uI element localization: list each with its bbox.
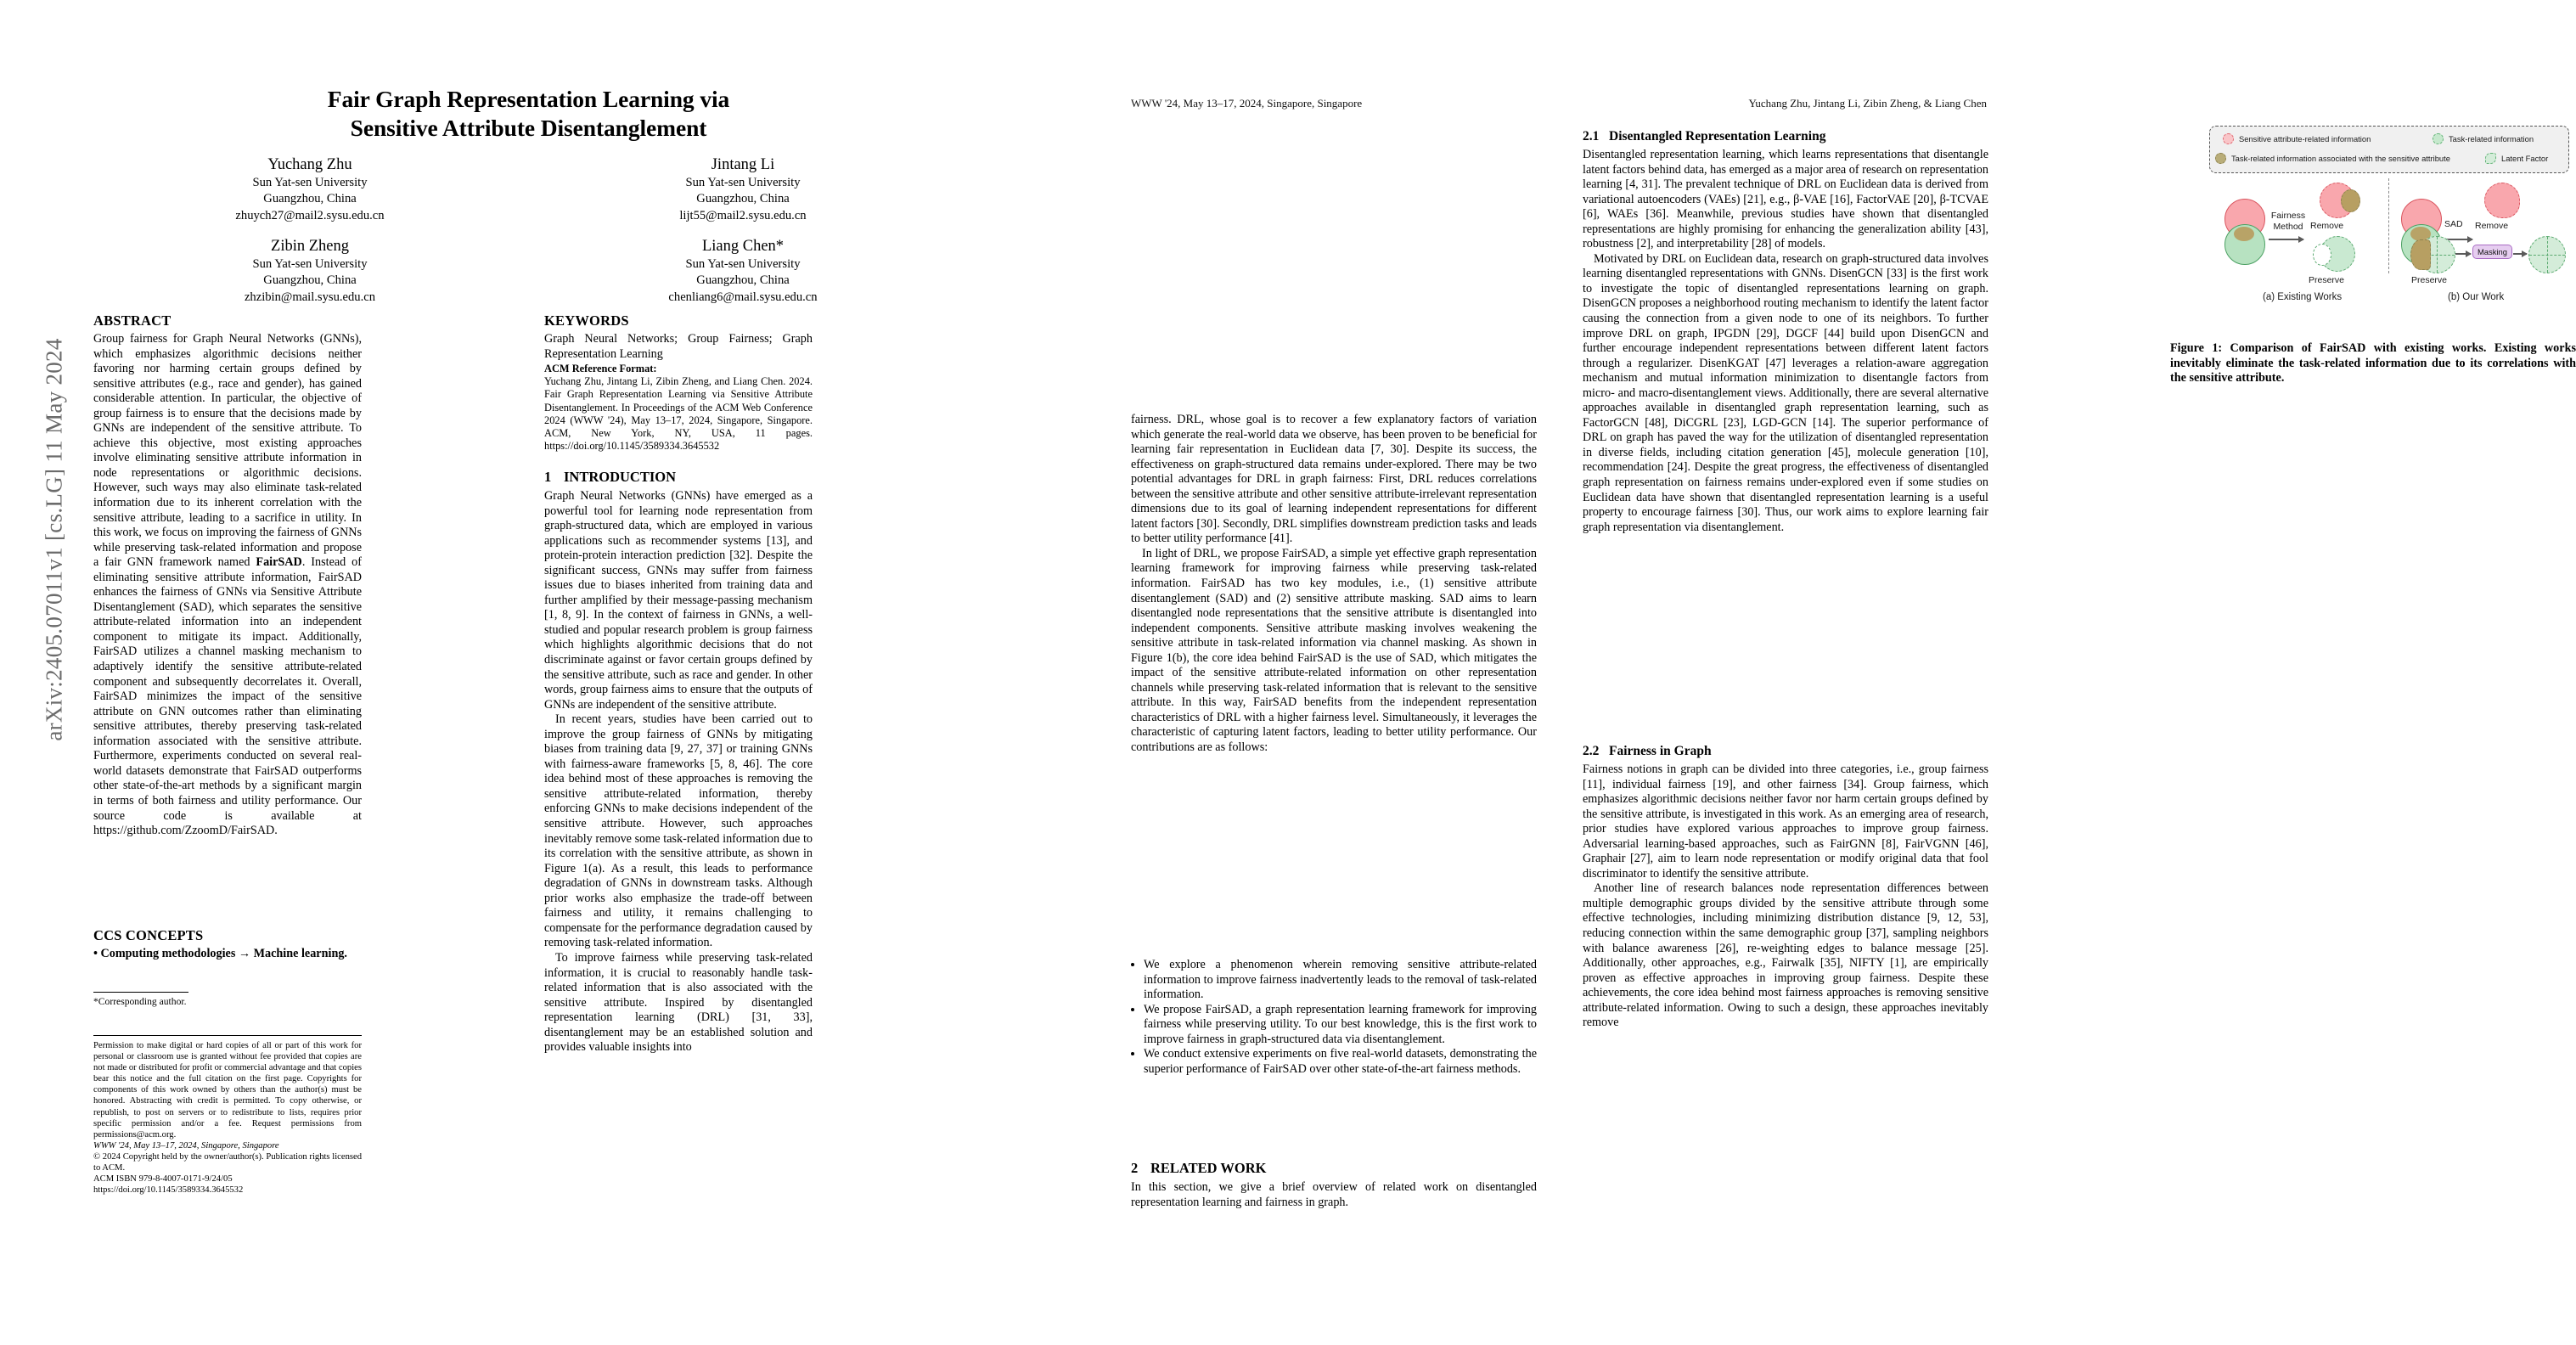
removed-sensitive-blob-b — [2484, 183, 2520, 218]
related-work-heading — [1131, 1160, 1537, 1177]
legend-label: Latent Factor — [2501, 154, 2549, 163]
figure-subcaption-b: (b) Our Work — [2448, 292, 2505, 302]
contributions-list — [1131, 958, 1537, 1077]
fairness-paragraph-2: Another line of research balances node representation differences between multiple demographic groups divided by the sensitive attribute through some effective technologies, including minimizing distribution distance [9, 12, 53], reducing connection within the same demographic group [37], sampling neighbors with balance awareness [26], re-weighting edges to balance message [25]. Additionally, other approaches, e.g., Fairwalk [35], NIFTY [1], are empirically proven as effective approaches in improving group fairness. Despite these achievements, the core idea behind most fairness approaches is removing sensitive attribute-related information. Owing to such a design, these approaches inevitably remove — [1583, 881, 1988, 1030]
intro-paragraph-2: In recent years, studies have been carried out to improve the group fairness of GNNs by mitigating biases from training data [9, 27, 37] or training GNNs with fairness-aware frameworks [5, 8, 46]. The core idea behind most of these approaches is removing the sensitive attribute-related information, thereby enforcing GNNs to make decisions independent of the sensitive attribute. However, such approaches inevitably remove some task-related information due to its correlation with the sensitive attribute, as shown in Figure 1(a). As a result, this leads to performance degradation of GNNs in downstream tasks. Although prior works also emphasize the trade-off between fairness and utility, it remains challenging to compensate for the performance degradation caused by removing task-related information. — [544, 712, 813, 950]
drl-paragraph-1: Disentangled representation learning, which learns representations that disentangle latent factors behind data, has emerged as a major area of research on representation learning [4, 31]. The prevalent technique of DRL on Euclidean data is derived from variational autoencoders (VAEs) [21], e.g., β-VAE [16], FactorVAE [20], β-TCVAE [6], WAEs [36]. Meanwhile, previous studies have shown that disentangled representations are highly promising for enhancing the generalization ability [43], robustness [2], and interpretability [28] of models. — [1583, 148, 1988, 251]
drl-paragraph-2: Motivated by DRL on Euclidean data, research on graph-structured data involves learning disentangled representations with GNNs. DisenGCN [33] is the first work to investigate the topic of disentangled representations learning on graph. DisenGCN proposes a neighborhood routing mechanism to identify the latent factor causing the connection from a given node to one of its neighbors. To further improve DRL on graph, IPGDN [29], DGCF [44] build upon DisenGCN and further encourage independent representations between different latent factors through a regularizer. DisenKGAT [47] leverages a relation-aware aggregation mechanism and mutual information minimization to disentangle factors from micro- and macro-disentanglement views. Additionally, there are several alternative approaches available in disentangled graph representation learning, such as FactorGCN [48], DiCGRL [23], LGD-GCN [14]. The superior performance of DRL on graph has paved the way for the utilization of disentangled representation in diverse fields, including citation generation [45], molecule generation [10], recommendation [24]. Despite the great progress, the effectiveness of disentangled graph representation on fairness remains under-explored even if some studies on Euclidean data have shown that disentangled representation learning is a useful property to encourage fairness [30]. Thus, our work aims to explore learning fair graph representation via disentanglement. — [1583, 251, 1988, 534]
author-email: chenliang6@mail.sysu.edu.cn — [668, 290, 818, 304]
list-item: • We conduct extensive experiments on five real-world datasets, demonstrating the superior performance of FairSAD over other state-of-the-art fairness methods. — [1144, 1047, 1537, 1077]
authors-row-1 — [93, 155, 959, 224]
arrow-from-masking — [2513, 253, 2527, 255]
author-city: Guangzhou, China — [696, 273, 790, 288]
list-item: • We explore a phenomenon wherein removing sensitive attribute-related information to improve fairness inadvertently leads to the removal of task-related information. — [1144, 958, 1537, 1003]
title-block — [102, 85, 955, 143]
task-related-dot-icon — [2433, 133, 2444, 144]
legend-label: Task-related information — [2449, 134, 2534, 144]
ccs-section — [93, 927, 362, 962]
footnote-block — [93, 992, 362, 1009]
running-head-right: Yuchang Zhu, Jintang Li, Zibin Zheng, & Liang Chen — [1748, 97, 1987, 110]
acm-reference-heading: ACM Reference Format: — [544, 363, 657, 374]
author-affiliation: Sun Yat-sen University — [252, 176, 368, 189]
author-block — [93, 236, 526, 306]
author-affiliation: Sun Yat-sen University — [685, 257, 801, 271]
legend-item-overlap — [2215, 153, 2450, 164]
introduction-heading-number: 1 — [544, 469, 552, 485]
subsection-2-2-number: 2.2 — [1583, 744, 1600, 758]
abstract-text — [93, 332, 362, 839]
keywords-heading: KEYWORDS — [544, 312, 629, 329]
sad-label: SAD — [2444, 219, 2463, 229]
fairness-method-label: Fairness Method — [2270, 211, 2306, 232]
copyright-conference: WWW '24, May 13–17, 2024, Singapore, Singapore — [93, 1140, 279, 1151]
page-left — [0, 0, 1039, 1345]
masking-box: Masking — [2472, 245, 2512, 259]
subsection-2-2-text: Fairness in Graph — [1609, 744, 1712, 758]
author-email: zhzibin@mail.sysu.edu.cn — [244, 290, 376, 304]
related-work-intro — [1131, 1180, 1537, 1210]
author-name: Yuchang Zhu — [267, 156, 352, 173]
preserved-task-blob-a — [2320, 236, 2355, 272]
legend-item-sensitive — [2223, 133, 2371, 144]
author-email: lijt55@mail2.sysu.edu.cn — [679, 208, 807, 222]
task-blob-notch-a — [2313, 244, 2331, 266]
task-sensitive-overlap-dot-icon — [2215, 153, 2226, 164]
copyright-rule — [93, 1035, 362, 1036]
legend-item-task — [2433, 133, 2534, 144]
fairness-paragraph-1: Fairness notions in graph can be divided into three categories, i.e., group fairness [11], individual fairness [19], and other fairness [34]. Group fairness, which emphasizes algorithmic decisions neither favor nor harm certain groups defined by the sensitive attribute, is investigated in this work. As an emerging area of research, prior studies have explored various approaches to improve group fairness. Adversarial learning-based approaches, such as FairGNN [8], FairVGNN [46], Graphair [27], aim to learn node representation or modify original data that fool discriminator to identify the sensitive attribute. — [1583, 763, 1988, 881]
footnote-rule — [93, 992, 188, 993]
remove-label-a: Remove — [2310, 221, 2344, 231]
authors-row-2 — [93, 236, 959, 306]
author-name: Liang Chen* — [701, 238, 785, 255]
subsection-2-2-body — [1583, 763, 1988, 1031]
latent-factor-dot-icon — [2485, 153, 2496, 164]
related-work-section — [1131, 1160, 1537, 1210]
introduction-text — [544, 489, 813, 1055]
author-block — [93, 155, 526, 224]
copyright-permission: Permission to make digital or hard copies of all or part of this work for personal or classroom use is granted without fee provided that copies are not made or distributed for profit or commercial advantage and that copies bear this notice and the full citation on the first page. Copyrights for components of this work owned by others than the author(s) must be honored. Abstracting with credit is permitted. To copy otherwise, or republish, to post on servers or to redistribute to lists, requires prior specific permission and/or a fee. Request permissions from permissions@acm.org. — [93, 1041, 362, 1140]
author-block — [526, 236, 959, 306]
copyright-isbn: ACM ISBN 979-8-4007-0171-9/24/05 — [93, 1174, 233, 1185]
preserve-label-b: Preserve — [2411, 275, 2448, 285]
author-name: Jintang Li — [711, 156, 775, 173]
sensitive-attribute-dot-icon — [2223, 133, 2234, 144]
copyright-holder: © 2024 Copyright held by the owner/author(s). Publication rights licensed to ACM. — [93, 1151, 362, 1173]
author-affiliation: Sun Yat-sen University — [685, 176, 801, 189]
figure-1 — [2209, 126, 2574, 302]
ccs-heading: CCS CONCEPTS — [93, 927, 204, 943]
preserve-label-a: Preserve — [2309, 275, 2345, 285]
subsection-disentangled-representation-learning — [1583, 129, 1988, 535]
copyright-doi: https://doi.org/10.1145/3589334.3645532 — [93, 1185, 244, 1196]
abstract-heading: ABSTRACT — [93, 312, 172, 329]
latent-factor-circle-output — [2528, 236, 2566, 273]
keywords-text: Graph Neural Networks; Group Fairness; Graph Representation Learning — [544, 332, 813, 361]
introduction-heading-text: INTRODUCTION — [564, 469, 677, 485]
arrow-to-masking — [2455, 253, 2471, 255]
acm-reference-text: Yuchang Zhu, Jintang Li, Zibin Zheng, and Liang Chen. 2024. Fair Graph Representation Learning via Sensitive Attribute Disentanglement. In Proceedings of the ACM Web Conference 2024 (WWW '24), May 13–17, 2024, Singapore, Singapore. ACM, New York, NY, USA, 11 pages. https://doi.org/10.1145/3589334.3645532 — [544, 375, 813, 453]
subsection-fairness-in-graph — [1583, 744, 1988, 1031]
subsection-2-2-heading — [1583, 744, 1988, 759]
intro-paragraph-5: In light of DRL, we propose FairSAD, a simple yet effective graph representation learning framework for improving fairness while preserving task-related information. FairSAD has two key modules, i.e., (1) sensitive attribute disentanglement (SAD) and (2) sensitive attribute masking. SAD aims to learn disentangled node representations that the sensitive attribute is disentangled into independent components. Sensitive attribute masking involves weakening the sensitive attribute in task-related information via channel masking. As shown in Figure 1(b), the core idea behind FairSAD is the use of SAD, which mitigates the impact of the sensitive attribute-related information on other representation channels while preserving task-related information that is relevant to the sensitive attribute. In this way, FairSAD benefits from the independent representation characteristics of DRL with a higher fairness level. Simultaneously, it leverages the characteristic of capturing latent factors, leading to better utility performance. Our contributions are as follows: — [1131, 546, 1537, 755]
author-affiliation: Sun Yat-sen University — [252, 257, 368, 271]
author-name: Zibin Zheng — [271, 238, 349, 255]
subsection-2-1-body — [1583, 148, 1988, 535]
legend-item-latent — [2485, 153, 2548, 164]
figure-subcaption-a: (a) Existing Works — [2263, 292, 2343, 302]
venn-overlap-region-a — [2234, 227, 2254, 241]
introduction-continued — [1131, 413, 1537, 756]
removed-sensitive-blob-a — [2320, 183, 2355, 218]
related-work-heading-number: 2 — [1131, 1160, 1139, 1176]
introduction-heading — [544, 469, 813, 486]
list-item: • We propose FairSAD, a graph representation learning framework for improving fairness while preserving utility. To our best knowledge, this is the first work to improve fairness in graph-structured data via disentanglement. — [1144, 1003, 1537, 1048]
author-email: zhuych27@mail2.sysu.edu.cn — [235, 208, 385, 222]
page-right — [1039, 0, 2576, 1345]
page-title-line1: Fair Graph Representation Learning via — [327, 86, 730, 112]
subsection-2-1-heading — [1583, 129, 1988, 144]
arrow-fairness-method — [2269, 239, 2303, 240]
author-city: Guangzhou, China — [263, 273, 357, 288]
figure-1-caption: Figure 1: Comparison of FairSAD with existing works. Existing works inevitably eliminate the task-related information due to its correlations with the sensitive attribute. — [2170, 341, 2576, 385]
running-head-left: WWW '24, May 13–17, 2024, Singapore, Singapore — [1131, 97, 1363, 110]
legend-label: Task-related information associated with the sensitive attribute — [2231, 154, 2450, 163]
arxiv-stamp: arXiv:2405.07011v1 [cs.LG] 11 May 2024 — [41, 338, 67, 741]
footnote-text: *Corresponding author. — [93, 996, 187, 1007]
intro-paragraph-3: To improve fairness while preserving task-related information, it is crucial to reasonably handle task-related information that is also associated with the sensitive attribute. Inspired by disentangled representation learning (DRL) [31, 33], disentanglement may be an established solution and provides valuable insights into — [544, 950, 813, 1055]
keywords-section — [544, 312, 813, 362]
abstract-paragraph: Group fairness for Graph Neural Networks (GNNs), which emphasizes algorithmic decisions neither favoring nor harming certain groups defined by sensitive attributes (e.g., race and gender), has gained considerable attention. In particular, the objective of group fairness is to ensure that the decisions made by GNNs are independent of the sensitive attribute. To achieve this objective, most existing approaches involve eliminating sensitive attribute information in node representations or algorithmic decisions. However, such ways may also eliminate task-related information due to its inherent correlation with the sensitive attribute, leading to a sacrifice in utility. In this work, we focus on improving the fairness of GNNs while preserving task-related information and propose a fair GNN framework named FairSAD. Instead of eliminating sensitive attribute information, FairSAD enhances the fairness of GNNs via Sensitive Attribute Disentanglement (SAD), which separates the sensitive attribute-related information into an independent component to mitigate its impact. Additionally, FairSAD utilizes a channel masking mechanism to adaptively identify the sensitive attribute-related component and subsequently decorrelates it. Overall, FairSAD minimizes the impact of the sensitive attribute on GNN outcomes rather than eliminating sensitive attributes, thereby preserving task-related information associated with the sensitive attribute. Furthermore, experiments conducted on several real-world datasets demonstrate that FairSAD outperforms other state-of-the-art methods by a significant margin in terms of both fairness and utility performance. Our source code is available at https://github.com/ZzoomD/FairSAD. — [93, 332, 362, 838]
author-block — [526, 155, 959, 224]
introduction-section — [544, 469, 813, 1055]
legend-label: Sensitive attribute-related information — [2239, 134, 2371, 144]
ccs-line: • Computing methodologies → Machine learning. — [93, 947, 347, 960]
subsection-2-1-number: 2.1 — [1583, 129, 1600, 144]
author-city: Guangzhou, China — [696, 192, 790, 206]
figure-panel-divider — [2388, 178, 2389, 273]
subsection-2-1-text: Disentangled Representation Learning — [1609, 129, 1826, 144]
copyright-block — [93, 1029, 362, 1196]
related-work-heading-text: RELATED WORK — [1150, 1160, 1267, 1176]
abstract-section — [93, 312, 362, 839]
acm-reference-block — [544, 363, 813, 453]
related-work-intro-paragraph: In this section, we give a brief overview of related work on disentangled representation learning and fairness in graph. — [1131, 1180, 1537, 1209]
intro-paragraph-1: Graph Neural Networks (GNNs) have emerged as a powerful tool for learning node representation from graph-structured data, which are employed in various applications such as recommender systems [13], and protein-protein interaction prediction [32]. Despite the significant success, GNNs may suffer from fairness issues due to biases inherited from training data and further amplified by their message-passing mechanism [1, 8, 9]. In the context of fairness in GNNs, a well-studied and popular research problem is group fairness which highlights algorithmic decisions that do not discriminate against or favor certain groups defined by the sensitive attribute, such as race and gender. In other words, group fairness aims to ensure that the outputs of GNNs are independent of the sensitive attribute. — [544, 489, 813, 712]
author-city: Guangzhou, China — [263, 192, 357, 206]
intro-paragraph-4: fairness. DRL, whose goal is to recover a few explanatory factors of variation which generate the real-world data we observe, has been proven to be beneficial for learning fair representation in Euclidean data [7, 30]. Despite its success, the effectiveness on graph-structured data remains under-explored. There may be two potential advantages for DRL in graph fairness: First, DRL reduces correlations between the sensitive attribute and other sensitive attribute-irrelevant representation dimensions due to its goal of learning independent representations for different latent factors [30]. Secondly, DRL simplifies downstream prediction tasks and leads to better utility performance [41]. — [1131, 413, 1537, 546]
page-title-line2: Sensitive Attribute Disentanglement — [350, 115, 707, 141]
remove-label-b: Remove — [2475, 221, 2509, 231]
introduction-continued-text — [1131, 413, 1537, 756]
sensitive-crescent-b — [2410, 239, 2431, 270]
contribution-bullets — [1131, 958, 1537, 1077]
